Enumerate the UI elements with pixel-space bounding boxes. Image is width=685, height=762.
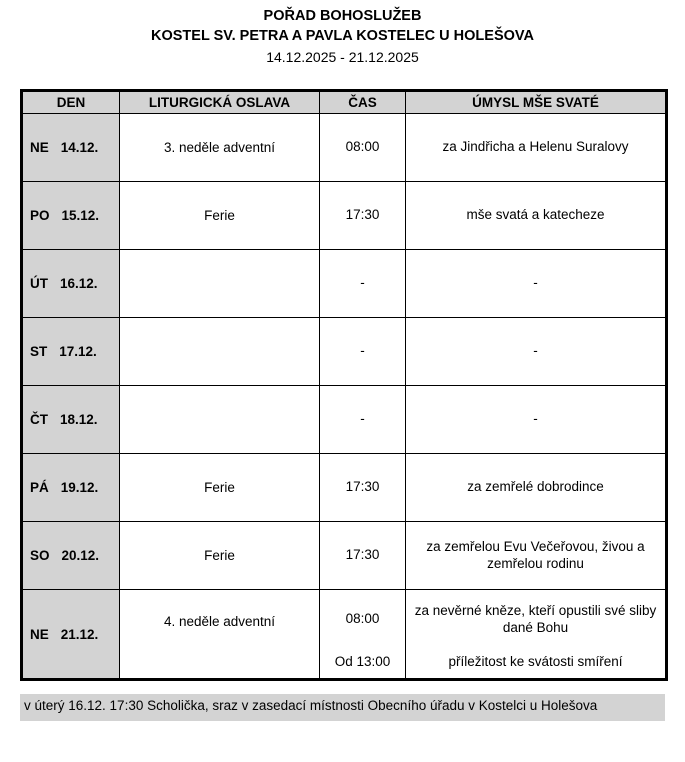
day-wrap xyxy=(23,344,119,359)
col-header-umysl-mse-svate: ÚMYSL MŠE SVATÉ xyxy=(406,91,667,114)
time-cell xyxy=(320,318,406,386)
time-stack xyxy=(323,275,402,292)
day-wrap xyxy=(23,208,119,223)
date-range: 14.12.2025 - 21.12.2025 xyxy=(266,49,419,65)
time-cell xyxy=(320,386,406,454)
intention-stack xyxy=(409,411,662,428)
day-abbr: SO xyxy=(30,548,50,563)
time-value: 08:00 xyxy=(345,611,380,627)
day-cell xyxy=(22,454,120,522)
intention-cell xyxy=(406,250,667,318)
intention-stack xyxy=(409,479,662,496)
time-stack xyxy=(323,139,402,156)
schedule-table xyxy=(20,89,668,681)
time-stack xyxy=(323,547,402,564)
celebration-cell xyxy=(120,250,320,318)
time-stack xyxy=(323,591,402,677)
table-row xyxy=(22,454,667,522)
celebration-cell xyxy=(120,318,320,386)
intention-cell xyxy=(406,114,667,182)
day-date: 14.12. xyxy=(60,140,99,155)
intention-text: za zemřelé dobrodince xyxy=(467,479,604,495)
col-header-cas: ČAS xyxy=(320,91,406,114)
day-abbr: PO xyxy=(30,208,50,223)
time-value: Od 13:00 xyxy=(334,654,391,670)
time-value: - xyxy=(360,343,365,359)
intention-stack xyxy=(409,207,662,224)
intention-text: - xyxy=(533,411,538,427)
celebration-cell: 3. neděle adventní xyxy=(120,114,320,182)
day-date: 17.12. xyxy=(59,344,97,359)
time-value: 17:30 xyxy=(345,207,380,223)
day-date: 18.12. xyxy=(60,412,98,427)
day-cell xyxy=(22,386,120,454)
celebration-cell: Ferie xyxy=(120,522,320,590)
intention-cell xyxy=(406,386,667,454)
table-row xyxy=(22,590,667,680)
intention-text: příležitost ke svátosti smíření xyxy=(448,654,623,670)
day-abbr: NE xyxy=(30,140,49,155)
title-block xyxy=(20,6,665,67)
intention-stack xyxy=(409,343,662,360)
intention-stack xyxy=(409,591,662,677)
bulletin-page xyxy=(20,6,665,721)
time-value: 17:30 xyxy=(345,547,380,563)
day-wrap xyxy=(23,480,119,495)
table-row xyxy=(22,318,667,386)
celebration-cell: 4. neděle adventní xyxy=(120,590,320,680)
day-date: 16.12. xyxy=(60,276,98,291)
time-cell xyxy=(320,182,406,250)
table-row xyxy=(22,522,667,590)
day-abbr: ČT xyxy=(30,412,48,427)
day-cell xyxy=(22,182,120,250)
intention-stack xyxy=(409,275,662,292)
footer-note: v úterý 16.12. 17:30 Scholička, sraz v zasedací místnosti Obecního úřadu v Kostelci u Holešova xyxy=(20,694,665,721)
intention-stack xyxy=(409,139,662,156)
intention-text: za nevěrné kněze, kteří opustili své sliby dané Bohu xyxy=(414,602,657,635)
day-cell xyxy=(22,318,120,386)
page-subtitle: KOSTEL SV. PETRA A PAVLA KOSTELEC U HOLEŠOVA xyxy=(151,28,534,44)
table-row xyxy=(22,250,667,318)
day-date: 20.12. xyxy=(61,548,100,563)
table-row xyxy=(22,386,667,454)
intention-text: za Jindřicha a Helenu Suralovy xyxy=(442,139,629,155)
table-row xyxy=(22,182,667,250)
intention-cell xyxy=(406,182,667,250)
intention-cell xyxy=(406,318,667,386)
time-value: 08:00 xyxy=(345,139,380,155)
time-value: - xyxy=(360,411,365,427)
time-stack xyxy=(323,479,402,496)
intention-cell xyxy=(406,522,667,590)
intention-text: - xyxy=(533,343,538,359)
intention-text: - xyxy=(533,275,538,291)
col-header-liturgicka-oslava: LITURGICKÁ OSLAVA xyxy=(120,91,320,114)
day-abbr: ST xyxy=(30,344,48,359)
time-cell xyxy=(320,250,406,318)
day-wrap xyxy=(23,627,119,642)
time-stack xyxy=(323,343,402,360)
intention-stack xyxy=(409,539,662,573)
day-abbr: PÁ xyxy=(30,480,49,495)
table-header-row xyxy=(22,91,667,114)
table-row xyxy=(22,114,667,182)
col-header-den: DEN xyxy=(22,91,120,114)
time-cell xyxy=(320,590,406,680)
day-cell xyxy=(22,590,120,680)
time-cell xyxy=(320,454,406,522)
time-value: - xyxy=(360,275,365,291)
day-abbr: ÚT xyxy=(30,276,48,291)
day-wrap xyxy=(23,412,119,427)
time-value: 17:30 xyxy=(345,479,380,495)
intention-cell xyxy=(406,590,667,680)
day-abbr: NE xyxy=(30,626,49,642)
celebration-cell: Ferie xyxy=(120,454,320,522)
day-cell xyxy=(22,114,120,182)
day-date: 21.12. xyxy=(60,626,99,642)
time-cell xyxy=(320,114,406,182)
day-wrap xyxy=(23,548,119,563)
time-stack xyxy=(323,207,402,224)
time-cell xyxy=(320,522,406,590)
time-stack xyxy=(323,411,402,428)
celebration-cell xyxy=(120,386,320,454)
celebration-cell: Ferie xyxy=(120,182,320,250)
page-title: POŘAD BOHOSLUŽEB xyxy=(263,8,422,24)
intention-text: mše svatá a katecheze xyxy=(466,207,605,223)
day-date: 15.12. xyxy=(61,208,100,223)
day-cell xyxy=(22,250,120,318)
day-wrap xyxy=(23,276,119,291)
day-cell xyxy=(22,522,120,590)
day-date: 19.12. xyxy=(60,480,99,495)
intention-cell xyxy=(406,454,667,522)
intention-text: za zemřelou Evu Večeřovou, živou a zemřelou rodinu xyxy=(426,538,645,571)
day-wrap xyxy=(23,140,119,155)
